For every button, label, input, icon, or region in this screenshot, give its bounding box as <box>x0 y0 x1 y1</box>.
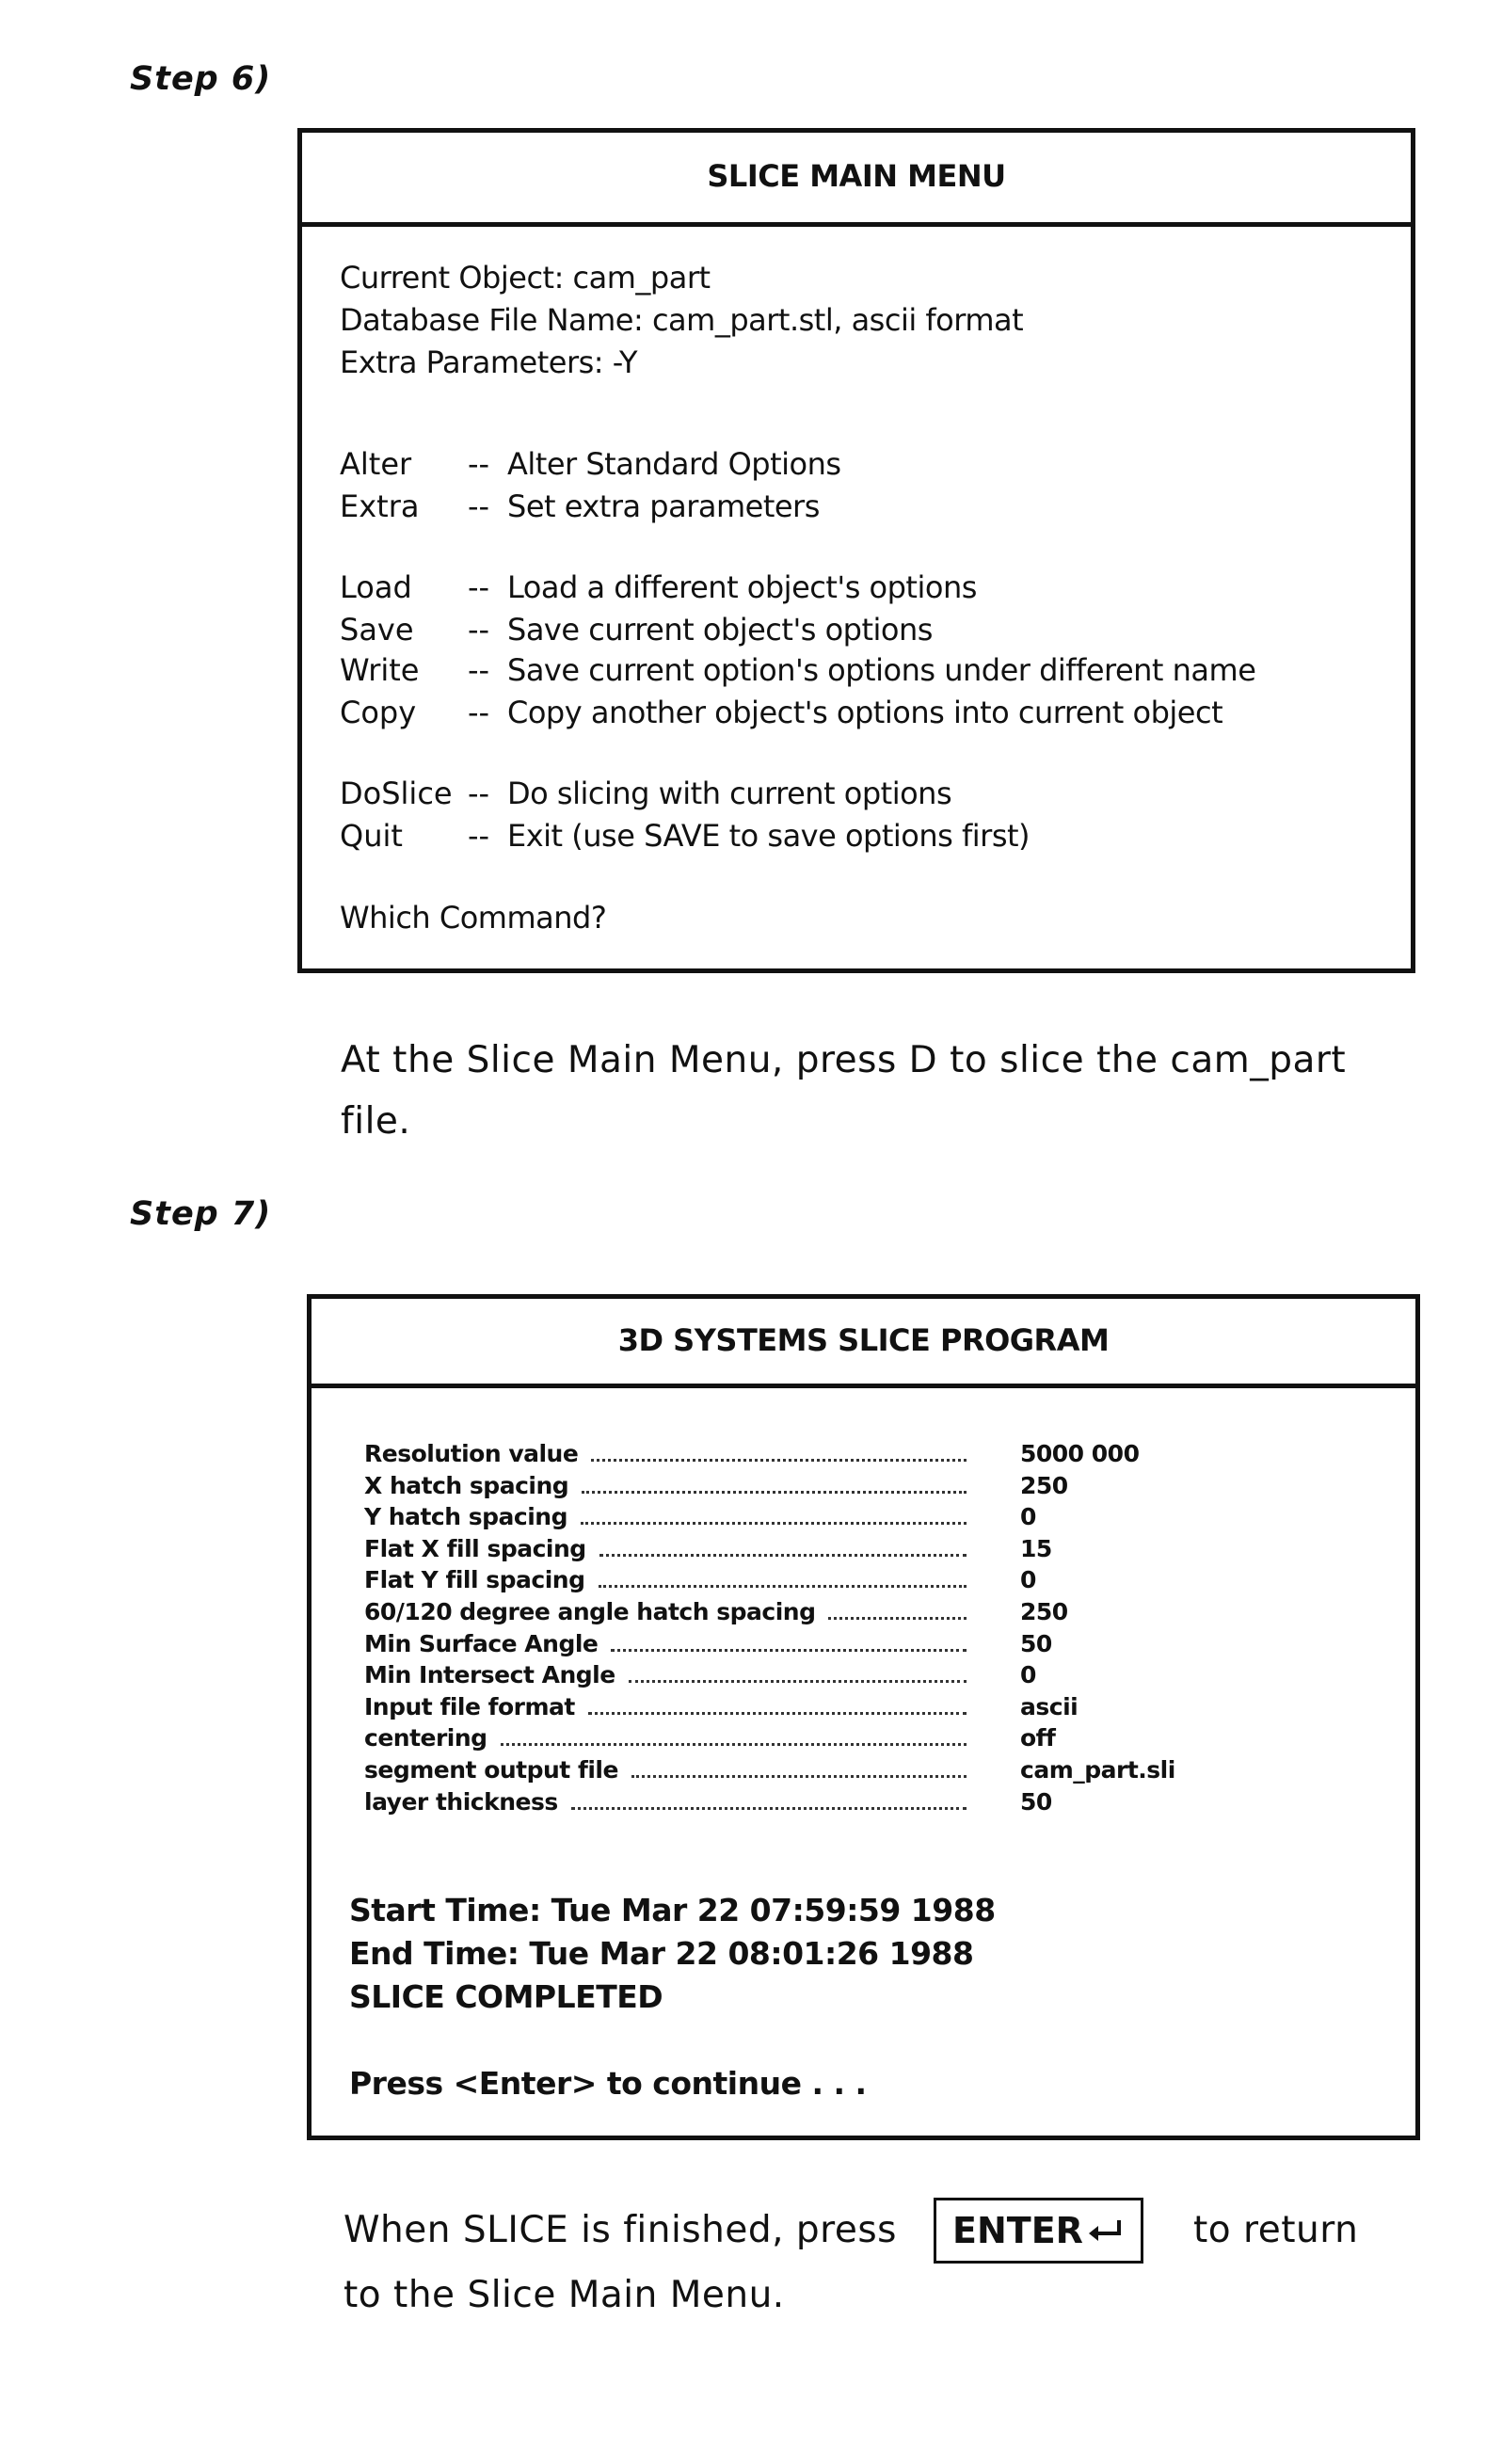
dot-leader <box>631 1775 967 1778</box>
parameter-row <box>364 1788 1343 1818</box>
step-7-instruction-line-2: to the Slice Main Menu. <box>344 2274 785 2316</box>
window-title: 3D SYSTEMS SLICE PROGRAM <box>312 1299 1415 1388</box>
parameter-value: off <box>1020 1724 1055 1752</box>
parameter-value: 50 <box>1020 1788 1052 1816</box>
parameter-row <box>364 1693 1343 1723</box>
command-separator: -- <box>468 446 489 482</box>
window-title: SLICE MAIN MENU <box>302 133 1411 227</box>
start-time: Start Time: Tue Mar 22 07:59:59 1988 <box>349 1892 996 1928</box>
parameter-label: Y hatch spacing <box>364 1503 567 1530</box>
parameter-row <box>364 1503 1343 1533</box>
step-7-instruction-before: When SLICE is finished, press <box>344 2209 897 2251</box>
command-prompt[interactable]: Which Command? <box>340 900 606 936</box>
command-key-doslice: DoSlice <box>340 776 453 811</box>
parameter-label: centering <box>364 1724 487 1752</box>
parameter-row <box>364 1756 1343 1786</box>
parameter-value: 250 <box>1020 1598 1068 1625</box>
command-key-write: Write <box>340 652 419 688</box>
command-description: Save current option's options under different name <box>507 652 1255 688</box>
command-description: Set extra parameters <box>507 488 820 524</box>
current-object-line: Current Object: cam_part <box>340 260 711 296</box>
step-7-instruction-after: to return <box>1193 2209 1358 2251</box>
step-6-label: Step 6) <box>130 60 271 98</box>
parameter-label: Resolution value <box>364 1440 578 1467</box>
slice-main-menu-window <box>297 128 1415 973</box>
command-separator: -- <box>468 818 489 854</box>
parameter-label: 60/120 degree angle hatch spacing <box>364 1598 815 1625</box>
parameter-value: 0 <box>1020 1566 1036 1593</box>
parameter-value: 250 <box>1020 1472 1068 1499</box>
dot-leader <box>828 1617 967 1620</box>
command-separator: -- <box>468 569 489 605</box>
dot-leader <box>581 1522 967 1525</box>
command-key-copy: Copy <box>340 695 416 730</box>
command-description: Copy another object's options into current object <box>507 695 1222 730</box>
parameter-value: 0 <box>1020 1503 1036 1530</box>
slice-status: SLICE COMPLETED <box>349 1978 663 2015</box>
command-description: Alter Standard Options <box>507 446 841 482</box>
dot-leader <box>599 1554 967 1557</box>
parameter-label: layer thickness <box>364 1788 558 1816</box>
command-description: Save current object's options <box>507 612 933 648</box>
end-time: End Time: Tue Mar 22 08:01:26 1988 <box>349 1935 973 1972</box>
parameter-label: Input file format <box>364 1693 575 1720</box>
parameter-row <box>364 1661 1343 1691</box>
dot-leader <box>588 1712 967 1715</box>
parameter-label: Min Intersect Angle <box>364 1661 615 1688</box>
command-separator: -- <box>468 776 489 811</box>
slice-program-window <box>307 1294 1420 2140</box>
extra-parameters-line: Extra Parameters: -Y <box>340 344 637 380</box>
command-description: Do slicing with current options <box>507 776 951 811</box>
command-key-quit: Quit <box>340 818 403 854</box>
command-key-extra: Extra <box>340 488 419 524</box>
enter-key[interactable] <box>934 2198 1143 2264</box>
dot-leader <box>629 1680 967 1683</box>
parameter-row <box>364 1566 1343 1596</box>
parameter-value: 0 <box>1020 1661 1036 1688</box>
enter-key-label: ENTER <box>952 2210 1083 2251</box>
step-7-label: Step 7) <box>130 1195 271 1233</box>
parameter-value: 15 <box>1020 1535 1052 1562</box>
parameter-row <box>364 1724 1343 1754</box>
parameter-label: X hatch spacing <box>364 1472 568 1499</box>
command-key-alter: Alter <box>340 446 411 482</box>
parameter-row <box>364 1630 1343 1660</box>
parameter-value: 50 <box>1020 1630 1052 1657</box>
command-separator: -- <box>468 695 489 730</box>
parameter-row <box>364 1472 1343 1502</box>
parameter-label: segment output file <box>364 1756 618 1784</box>
parameter-row <box>364 1440 1343 1470</box>
dot-leader <box>611 1649 967 1652</box>
parameter-row <box>364 1598 1343 1628</box>
command-separator: -- <box>468 652 489 688</box>
dot-leader <box>599 1585 967 1588</box>
database-file-line: Database File Name: cam_part.stl, ascii format <box>340 302 1023 338</box>
command-key-save: Save <box>340 612 414 648</box>
parameter-value: cam_part.sli <box>1020 1756 1175 1784</box>
step-6-instruction-line-1: At the Slice Main Menu, press D to slice the cam_part <box>341 1039 1346 1081</box>
command-separator: -- <box>468 488 489 524</box>
parameter-label: Flat X fill spacing <box>364 1535 586 1562</box>
dot-leader <box>571 1807 967 1810</box>
dot-leader <box>591 1459 967 1462</box>
enter-return-arrow-icon <box>1087 2216 1125 2245</box>
parameter-label: Min Surface Angle <box>364 1630 598 1657</box>
continue-prompt[interactable]: Press <Enter> to continue . . . <box>349 2065 867 2102</box>
dot-leader <box>501 1743 967 1746</box>
command-description: Load a different object's options <box>507 569 977 605</box>
parameter-label: Flat Y fill spacing <box>364 1566 585 1593</box>
step-6-instruction-line-2: file. <box>341 1100 410 1143</box>
command-key-load: Load <box>340 569 412 605</box>
dot-leader <box>582 1491 967 1494</box>
command-separator: -- <box>468 612 489 648</box>
parameter-row <box>364 1535 1343 1565</box>
command-description: Exit (use SAVE to save options first) <box>507 818 1030 854</box>
parameter-value: ascii <box>1020 1693 1078 1720</box>
parameter-value: 5000 000 <box>1020 1440 1139 1467</box>
